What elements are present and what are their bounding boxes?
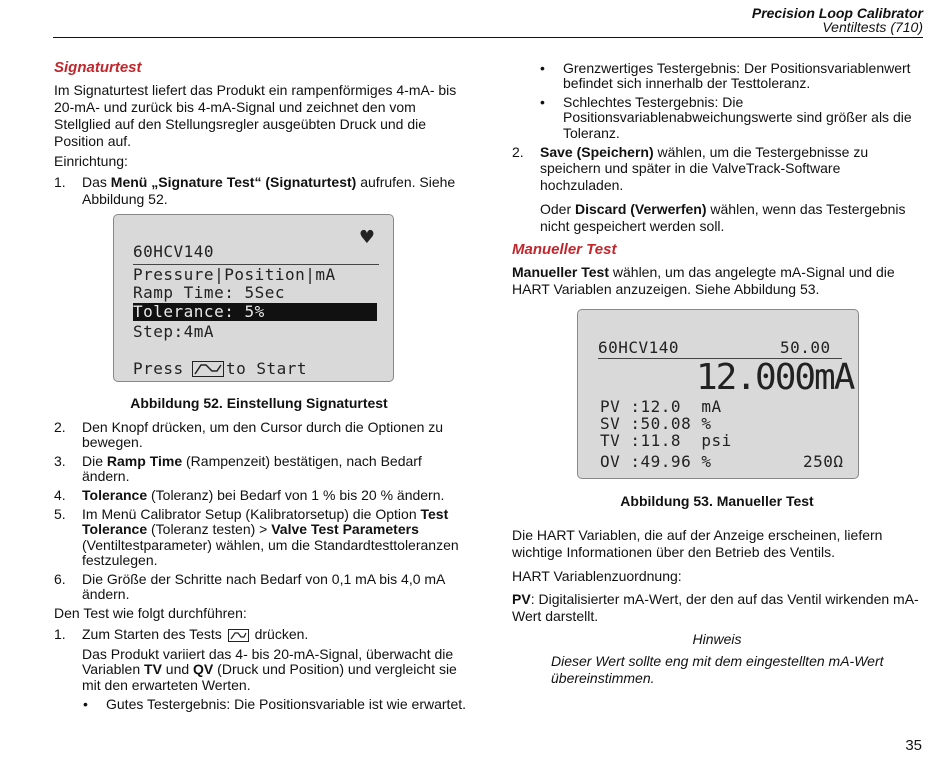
step-number: 3. <box>54 453 66 469</box>
step-number: 6. <box>54 571 66 587</box>
lcd-percent: 50.00 <box>780 338 831 357</box>
step5-text: Im Menü Calibrator Setup (Kalibratorsetup) die Option Test <box>82 506 449 522</box>
step6-text: Die Größe der Schritte nach Bedarf von 0,1 mA bis 4,0 mA <box>82 571 446 587</box>
step2-text: Den Knopf drücken, um den Cursor durch die Optionen zu <box>82 419 444 435</box>
bullet-good-result: Gutes Testergebnis: Die Positionsvariable ist wie erwartet. <box>106 696 467 712</box>
lcd-to-start-label: to Start <box>226 359 308 378</box>
lcd-signature-test-screen <box>113 214 394 382</box>
lcd-resistance: 250Ω <box>803 452 844 471</box>
lcd-manual-test-screen <box>577 309 859 479</box>
run1-desc-3: mit den erwarteten Werten. <box>82 677 251 693</box>
heart-icon: ♥ <box>358 227 375 248</box>
bullet-bad-1: Schlechtes Testergebnis: Die <box>563 94 744 110</box>
discard-text: Oder Discard (Verwerfen) wählen, wenn das Testergebnis <box>540 201 906 217</box>
ramp-key-icon <box>228 629 249 642</box>
lcd-menu-ramp-time: Ramp Time: 5Sec <box>133 283 285 302</box>
run1-desc-1: Das Produkt variiert das 4- bis 20-mA-Signal, überwacht die <box>82 646 454 662</box>
step-number: 2. <box>54 419 66 435</box>
intro-line-4: Position auf. <box>54 133 132 149</box>
hart-assignment-label: HART Variablenzuordnung: <box>512 568 682 584</box>
run1-text: Zum Starten des Tests drücken. <box>82 626 309 642</box>
lcd-tag: 60HCV140 <box>598 338 680 357</box>
manual-intro: Manueller Test wählen, um das angelegte mA-Signal und die <box>512 264 895 280</box>
step-number: 1. <box>54 174 66 190</box>
step5-text-3: (Ventiltestparameter) wählen, um die Standardtesttoleranzen <box>82 537 459 553</box>
running-header-subtitle: Ventiltests (710) <box>822 19 923 35</box>
intro-line-1: Im Signaturtest liefert das Produkt ein rampenförmiges 4-mA- bis <box>54 82 457 98</box>
note-heading: Hinweis <box>692 631 742 647</box>
step6-text-cont: ändern. <box>82 586 130 602</box>
intro-line-2: 20-mA- und zurück bis 4-mA-Signal und zeichnet den vom <box>54 99 416 115</box>
save-step-text-3: hochzuladen. <box>540 177 624 193</box>
intro-line-3: Stellglied auf den Stellungsregler ausgeübten Druck und die <box>54 116 427 132</box>
lcd-ov: OV :49.96 % <box>600 452 712 471</box>
step3-text-cont: ändern. <box>82 468 130 484</box>
step2-text-cont: bewegen. <box>82 434 143 450</box>
ramp-key-icon <box>192 361 224 377</box>
hart-paragraph-2: wichtige Informationen über den Betrieb des Ventils. <box>512 544 835 560</box>
lcd-menu-measure: Pressure|Position|mA <box>133 265 336 284</box>
hart-paragraph-1: Die HART Variablen, die auf der Anzeige erscheinen, liefern <box>512 527 883 543</box>
step1-text-cont: Abbildung 52. <box>82 191 168 207</box>
run-label: Den Test wie folgt durchführen: <box>54 605 247 621</box>
lcd-press-label: Press <box>133 359 184 378</box>
discard-text-2: nicht gespeichert werden soll. <box>540 218 725 234</box>
lcd-sv: SV :50.08 % <box>600 414 712 433</box>
bullet-bad-2: Positionsvariablenabweichungswerte sind größer als die <box>563 109 912 125</box>
page-number: 35 <box>905 737 922 754</box>
header-rule <box>53 37 923 38</box>
manual-intro-2: HART Variablen anzuzeigen. Siehe Abbildung 53. <box>512 281 820 297</box>
step-number: 5. <box>54 506 66 522</box>
section-heading-signaturtest: Signaturtest <box>54 59 142 76</box>
bullet-marker: • <box>540 60 545 76</box>
run1-desc-2: Variablen TV und QV (Druck und Position) und vergleicht sie <box>82 661 457 677</box>
bullet-marker: • <box>540 94 545 110</box>
step-number: 1. <box>54 626 66 642</box>
bullet-borderline-1: Grenzwertiges Testergebnis: Der Positionsvariablenwert <box>563 60 911 76</box>
running-header-title: Precision Loop Calibrator <box>751 5 923 21</box>
note-text-1: Dieser Wert sollte eng mit dem eingestellten mA-Wert <box>551 653 884 669</box>
note-text-2: übereinstimmen. <box>551 670 655 686</box>
lcd-menu-tolerance: Tolerance: 5% <box>133 302 265 321</box>
step1-text: Das Menü „Signature Test“ (Signaturtest) aufrufen. Siehe <box>82 174 456 190</box>
step5-text-4: festzulegen. <box>82 552 158 568</box>
step4-text: Tolerance (Toleranz) bei Bedarf von 1 % bis 20 % ändern. <box>82 487 445 503</box>
section-heading-manueller-test: Manueller Test <box>512 241 617 258</box>
lcd-menu-step: Step:4mA <box>133 322 215 341</box>
step-number: 2. <box>512 144 524 160</box>
lcd-tv: TV :11.8 psi <box>600 431 732 450</box>
step3-text: Die Ramp Time (Rampenzeit) bestätigen, nach Bedarf <box>82 453 422 469</box>
bullet-marker: • <box>83 696 88 712</box>
bullet-bad-3: Toleranz. <box>563 125 620 141</box>
step-number: 4. <box>54 487 66 503</box>
lcd-tag: 60HCV140 <box>133 242 215 261</box>
figure-53-caption: Abbildung 53. Manueller Test <box>620 493 814 509</box>
pv-definition-2: Wert darstellt. <box>512 608 599 624</box>
pv-definition: PV: Digitalisierter mA-Wert, der den auf das Ventil wirkenden mA- <box>512 591 919 607</box>
lcd-ma-reading: 12.000mA <box>696 357 854 398</box>
figure-52-caption: Abbildung 52. Einstellung Signaturtest <box>130 395 388 411</box>
lcd-pv: PV :12.0 mA <box>600 397 722 416</box>
save-step-text-2: speichern und später in die ValveTrack-Software <box>540 160 841 176</box>
save-step-text: Save (Speichern) wählen, um die Testergebnisse zu <box>540 144 869 160</box>
bullet-borderline-2: befindet sich innerhalb der Testtoleranz. <box>563 75 811 91</box>
setup-label: Einrichtung: <box>54 153 128 169</box>
step5-text-2: Tolerance (Toleranz testen) > Valve Test Parameters <box>82 521 419 537</box>
